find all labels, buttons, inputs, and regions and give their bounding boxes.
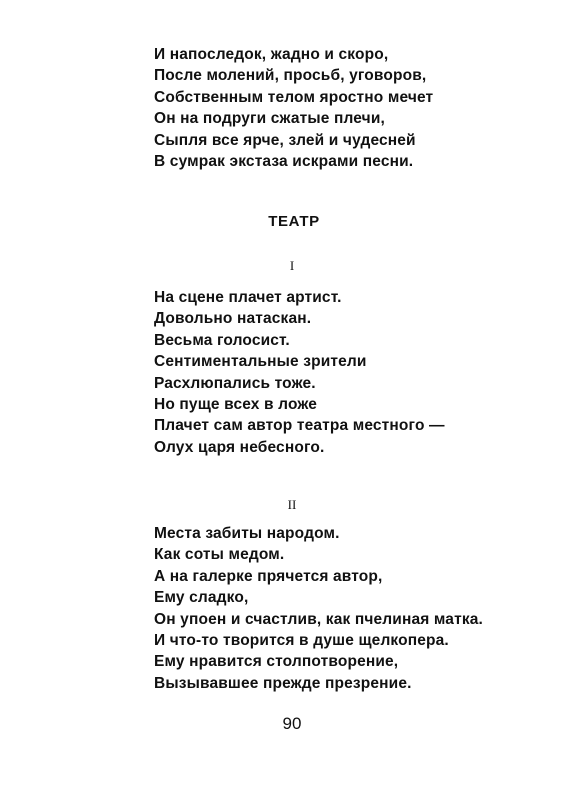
poem-line: Ему сладко, — [154, 589, 249, 607]
poem-part-1 — [154, 287, 445, 458]
poem-line: Но пуще всех в ложе — [154, 396, 318, 414]
poem-line: Олух царя небесного. — [154, 438, 325, 456]
poem-line: А на галерке прячется автор, — [154, 567, 383, 585]
section-title: ТЕАТР — [268, 213, 320, 230]
page-number: 90 — [282, 714, 302, 733]
poem-part-2 — [154, 523, 483, 694]
poem-stanza-top — [154, 44, 433, 172]
poem-line: В сумрак экстаза искрами песни. — [154, 153, 414, 171]
poem-line: И что-то творится в душе щелкопера. — [154, 632, 449, 650]
poem-line: Плачет сам автор театра местного — — [154, 417, 445, 435]
poem-line: Довольно натаскан. — [154, 310, 312, 328]
poem-line: Вызывавшее прежде презрение. — [154, 674, 412, 692]
poem-line: Как соты медом. — [154, 546, 285, 564]
poem-line: Места забиты народом. — [154, 525, 340, 542]
poem-line: И напоследок, жадно и скоро, — [154, 46, 389, 63]
poem-line: На сцене плачет артист. — [154, 289, 342, 306]
poem-line: Он упоен и счастлив, как пчелиная матка. — [154, 610, 483, 628]
poem-line: Он на подруги сжатые плечи, — [154, 110, 385, 128]
poem-line: Сентиментальные зрители — [154, 353, 367, 371]
part-numeral-1: I — [289, 258, 295, 273]
poem-line: Сыпля все ярче, злей и чудесней — [154, 131, 416, 149]
poem-line: Расхлюпались тоже. — [154, 374, 316, 392]
poem-line: После молений, просьб, уговоров, — [154, 67, 427, 85]
part-numeral-2: II — [287, 497, 297, 512]
poem-line: Собственным телом яростно мечет — [154, 88, 434, 106]
poem-line: Весьма голосист. — [154, 331, 290, 349]
poem-line: Ему нравится столпотворение, — [154, 653, 399, 671]
